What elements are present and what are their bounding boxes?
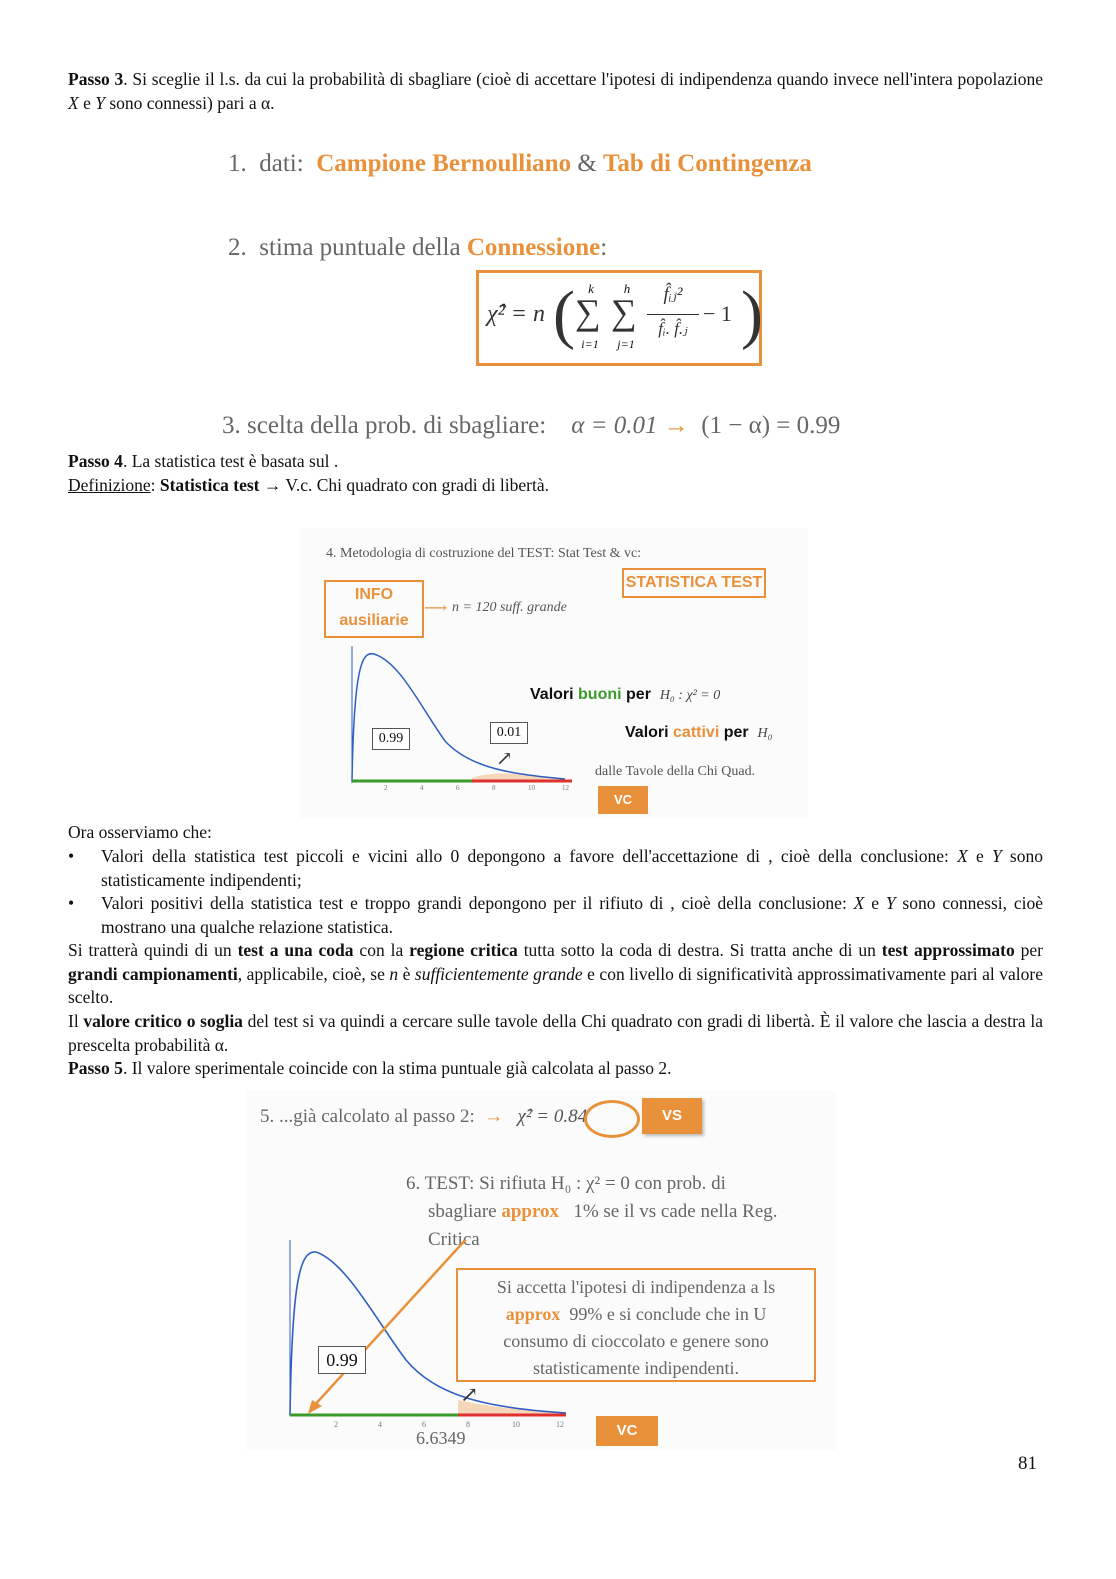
b2-a: Valori positivi della statistica test e troppo grandi depongono per il rifiuto di , cioè della conclusione: [101,893,854,913]
p1-b2: regione critica [409,940,518,960]
p1-b3: test approssimato [881,940,1015,960]
bullet-text [101,892,1043,939]
step6-sbagliare: sbagliare [428,1201,497,1222]
tick: 8 [466,1420,470,1429]
tick: 2 [334,1420,338,1429]
step1-campione: Campione Bernoulliano [316,150,572,177]
step3-line [222,412,840,440]
step3-arrow: → [663,412,689,439]
step5-line [260,1106,587,1128]
p1-t5: , applicabile, cioè, se [237,963,390,984]
sum2-bottom: j=1 [617,337,635,351]
chi-square-curve-1 [340,646,590,796]
conj: e [78,92,96,113]
passo4-label: Passo 4 [68,451,123,471]
vs-pointer-line [312,1240,576,1408]
passo5-label: Passo 5 [68,1058,123,1078]
tick: 12 [562,784,569,792]
step6-tail: 1% se il vs cade nella Reg. [573,1201,778,1222]
step1-label: dati: [259,150,304,177]
tavole-text: dalle Tavole della Chi Quad. [595,764,756,779]
figure-steps-1-3 [170,130,940,460]
passo5-paragraph [68,1057,1043,1081]
vc-badge: VC [596,1416,658,1446]
b2-b: sono connessi, cioè mostrano una qualche relazione statistica. [101,893,1043,937]
p2-t2: del test si va quindi a cercare sulle tavole della Chi quadrato con gradi di libertà. È il valore che lascia a destra la prescelta probabilità α. [68,1011,1043,1055]
stat-test-box: STATISTICA TEST [622,568,766,598]
sum2-top: h [623,281,631,296]
p1-b1: test a una coda [237,940,354,960]
b1-y: Y [991,846,1002,866]
box-099: 0.99 [372,728,410,750]
step1-line [228,150,812,178]
chi-square-curve-2 [276,1240,576,1430]
fraction-numerator: f̂ᵢⱼ² [663,284,683,305]
accept-line3: consumo di cioccolato e genere sono [503,1331,769,1351]
p1-t3: tutta sotto la coda di destra. Si tratta anche di un [517,940,882,960]
figure-test-decision [246,1090,836,1450]
definizione-text: → V.c. Chi quadrato con gradi di libertà. [259,475,550,495]
critical-value: 6.6349 [416,1428,466,1448]
bad-post: per [719,724,749,741]
definizione-colon: : [150,475,160,495]
step1-amp: & [577,150,597,177]
b2-x: X [853,893,865,913]
sum2-sigma: ∑ [611,292,637,332]
formula-box [476,270,762,366]
step1-num: 1. [228,150,247,177]
p1-t6: è [398,963,415,984]
bad-pre: Valori [625,724,674,741]
good-word: buoni [578,686,622,703]
bullet-text [101,845,1043,892]
density-curve [352,654,565,781]
good-pre: Valori [530,686,579,703]
p1-i2: sufficientemente grande [414,963,583,984]
vc-badge: VC [598,786,648,814]
tick: 4 [378,1420,382,1429]
step6-line1: 6. TEST: Si rifiuta H₀ : χ² = 0 con prob. di [406,1173,726,1194]
bullet-item-2 [68,892,1043,940]
b2-y: Y [885,893,896,913]
vs-badge: VS [642,1098,702,1134]
info-box [324,580,424,638]
accept-line4: statisticamente indipendenti. [533,1358,739,1378]
bad-word: cattivi [673,724,720,741]
step3-alpha: α = 0.01 [571,412,658,439]
formula-minus-one: − 1 [703,301,732,326]
vs-pointer-head [308,1400,322,1414]
passo3-paragraph [68,68,1043,115]
step6-line2 [406,1198,826,1226]
curved-arrow: ↗ [496,748,513,770]
step2-line [228,234,607,262]
formula-paren-right: ) [741,278,763,351]
step2-num: 2. [228,234,247,261]
sum1-top: k [588,281,594,296]
tick: 4 [420,784,424,792]
b2-mid: e [864,893,886,913]
figure-test-construction [300,528,808,818]
step5-arrow: → [484,1106,504,1127]
sum1-sigma: ∑ [575,292,601,332]
step3-result: (1 − α) = 0.99 [701,412,841,439]
step6-approx: approx [501,1201,560,1222]
passo4-text: . La statistica test è basata sul . [122,451,339,471]
sum1-bottom: i=1 [581,337,599,351]
passo4-paragraph [68,450,1043,474]
passo3-label: Passo 3 [68,69,124,89]
step1-tab: Tab di Contingenza [603,150,812,177]
ora-osserviamo: Ora osserviamo che: [68,822,212,842]
passo5-text: . Il valore sperimentale coincide con la stima puntuale già calcolata al passo 2. [122,1058,672,1078]
passo3-tail: sono connessi) pari a α. [104,92,275,113]
info-arrow: ⟶ [424,600,447,617]
step5-text: 5. ...già calcolato al passo 2: [260,1106,475,1127]
para-valore-critico [68,1010,1043,1057]
p1-t1: Si tratterà quindi di un [68,940,238,960]
b1-mid: e [967,846,992,866]
tick: 10 [512,1420,520,1429]
definizione-label: Definizione [68,475,151,495]
definizione-paragraph [68,474,1043,498]
tick: 6 [422,1420,426,1429]
var-y: Y [95,92,105,113]
accept-line1: Si accetta l'ipotesi di indipendenza a ls [496,1277,776,1297]
valori-buoni [530,686,720,704]
var-x: X [68,92,79,113]
b1-x: X [957,846,968,866]
passo3-text: . Si sceglie il l.s. da cui la probabilità di sbagliare (cioè di accettare l'ipotesi di indipendenza quando invece nell'intera popolazione [123,69,1043,89]
b1-b: sono statisticamente indipendenti; [101,846,1043,890]
step2-colon: : [600,234,608,261]
p2-b1: valore critico o soglia [83,1011,243,1031]
info-line2: ausiliarie [339,612,409,629]
tick: 8 [492,784,496,792]
tick: 12 [556,1420,564,1429]
p1-t4: per [1014,940,1044,960]
bad-h0: H₀ [757,726,773,741]
formula-lhs: χ̂² = n [487,301,545,327]
b1-a: Valori della statistica test piccoli e vicini allo 0 depongono a favore dell'accettazione di , cioè della conclusione: [101,846,958,866]
step2-connessione: Connessione [466,234,601,261]
definizione-bold: Statistica test [159,475,260,495]
curved-arrow: ↗ [460,1382,479,1407]
tick: 6 [456,784,460,792]
bullet-item-1 [68,845,1043,893]
density-curve [290,1252,566,1415]
step3-label: 3. scelta della prob. di sbagliare: [222,412,547,439]
tick: 10 [528,784,535,792]
p1-i1: n [389,963,399,984]
tick: 2 [384,784,388,792]
page-number: 81 [1018,1453,1037,1474]
box-001: 0.01 [490,722,528,744]
bullet-dot: • [68,893,75,913]
vs-value-circle [584,1100,640,1138]
p1-b4: grandi campionamenti [68,963,238,984]
n-text: n = 120 suff. grande [452,600,567,615]
accept-approx: approx [505,1304,561,1324]
p1-t7: e con livello di significatività approssimativamente pari al valore scelto. [68,963,1043,1008]
fraction-bar [647,314,699,315]
p2-t1: Il [68,1011,84,1031]
box-099: 0.99 [318,1346,366,1374]
para-test-una-coda [68,939,1043,1010]
valori-cattivi [625,724,773,742]
fraction-denominator: f̂ᵢ. f̂.ⱼ [658,319,688,338]
good-post: per [621,686,651,703]
step5-chi: χ̂² = 0.84 [517,1106,588,1127]
fig2-title: 4. Metodologia di costruzione del TEST: Stat Test & vc: [326,546,642,561]
good-h0: H₀ : χ² = 0 [659,688,721,703]
info-line1: INFO [354,586,394,603]
accept-line2-rest: 99% e si conclude che in U [569,1304,767,1324]
step2-label: stima puntuale della [259,234,461,261]
formula-paren-left: ( [553,278,575,351]
p1-t2: con la [353,940,410,960]
step6-line3: Critica [428,1229,480,1250]
bullet-dot: • [68,846,75,866]
